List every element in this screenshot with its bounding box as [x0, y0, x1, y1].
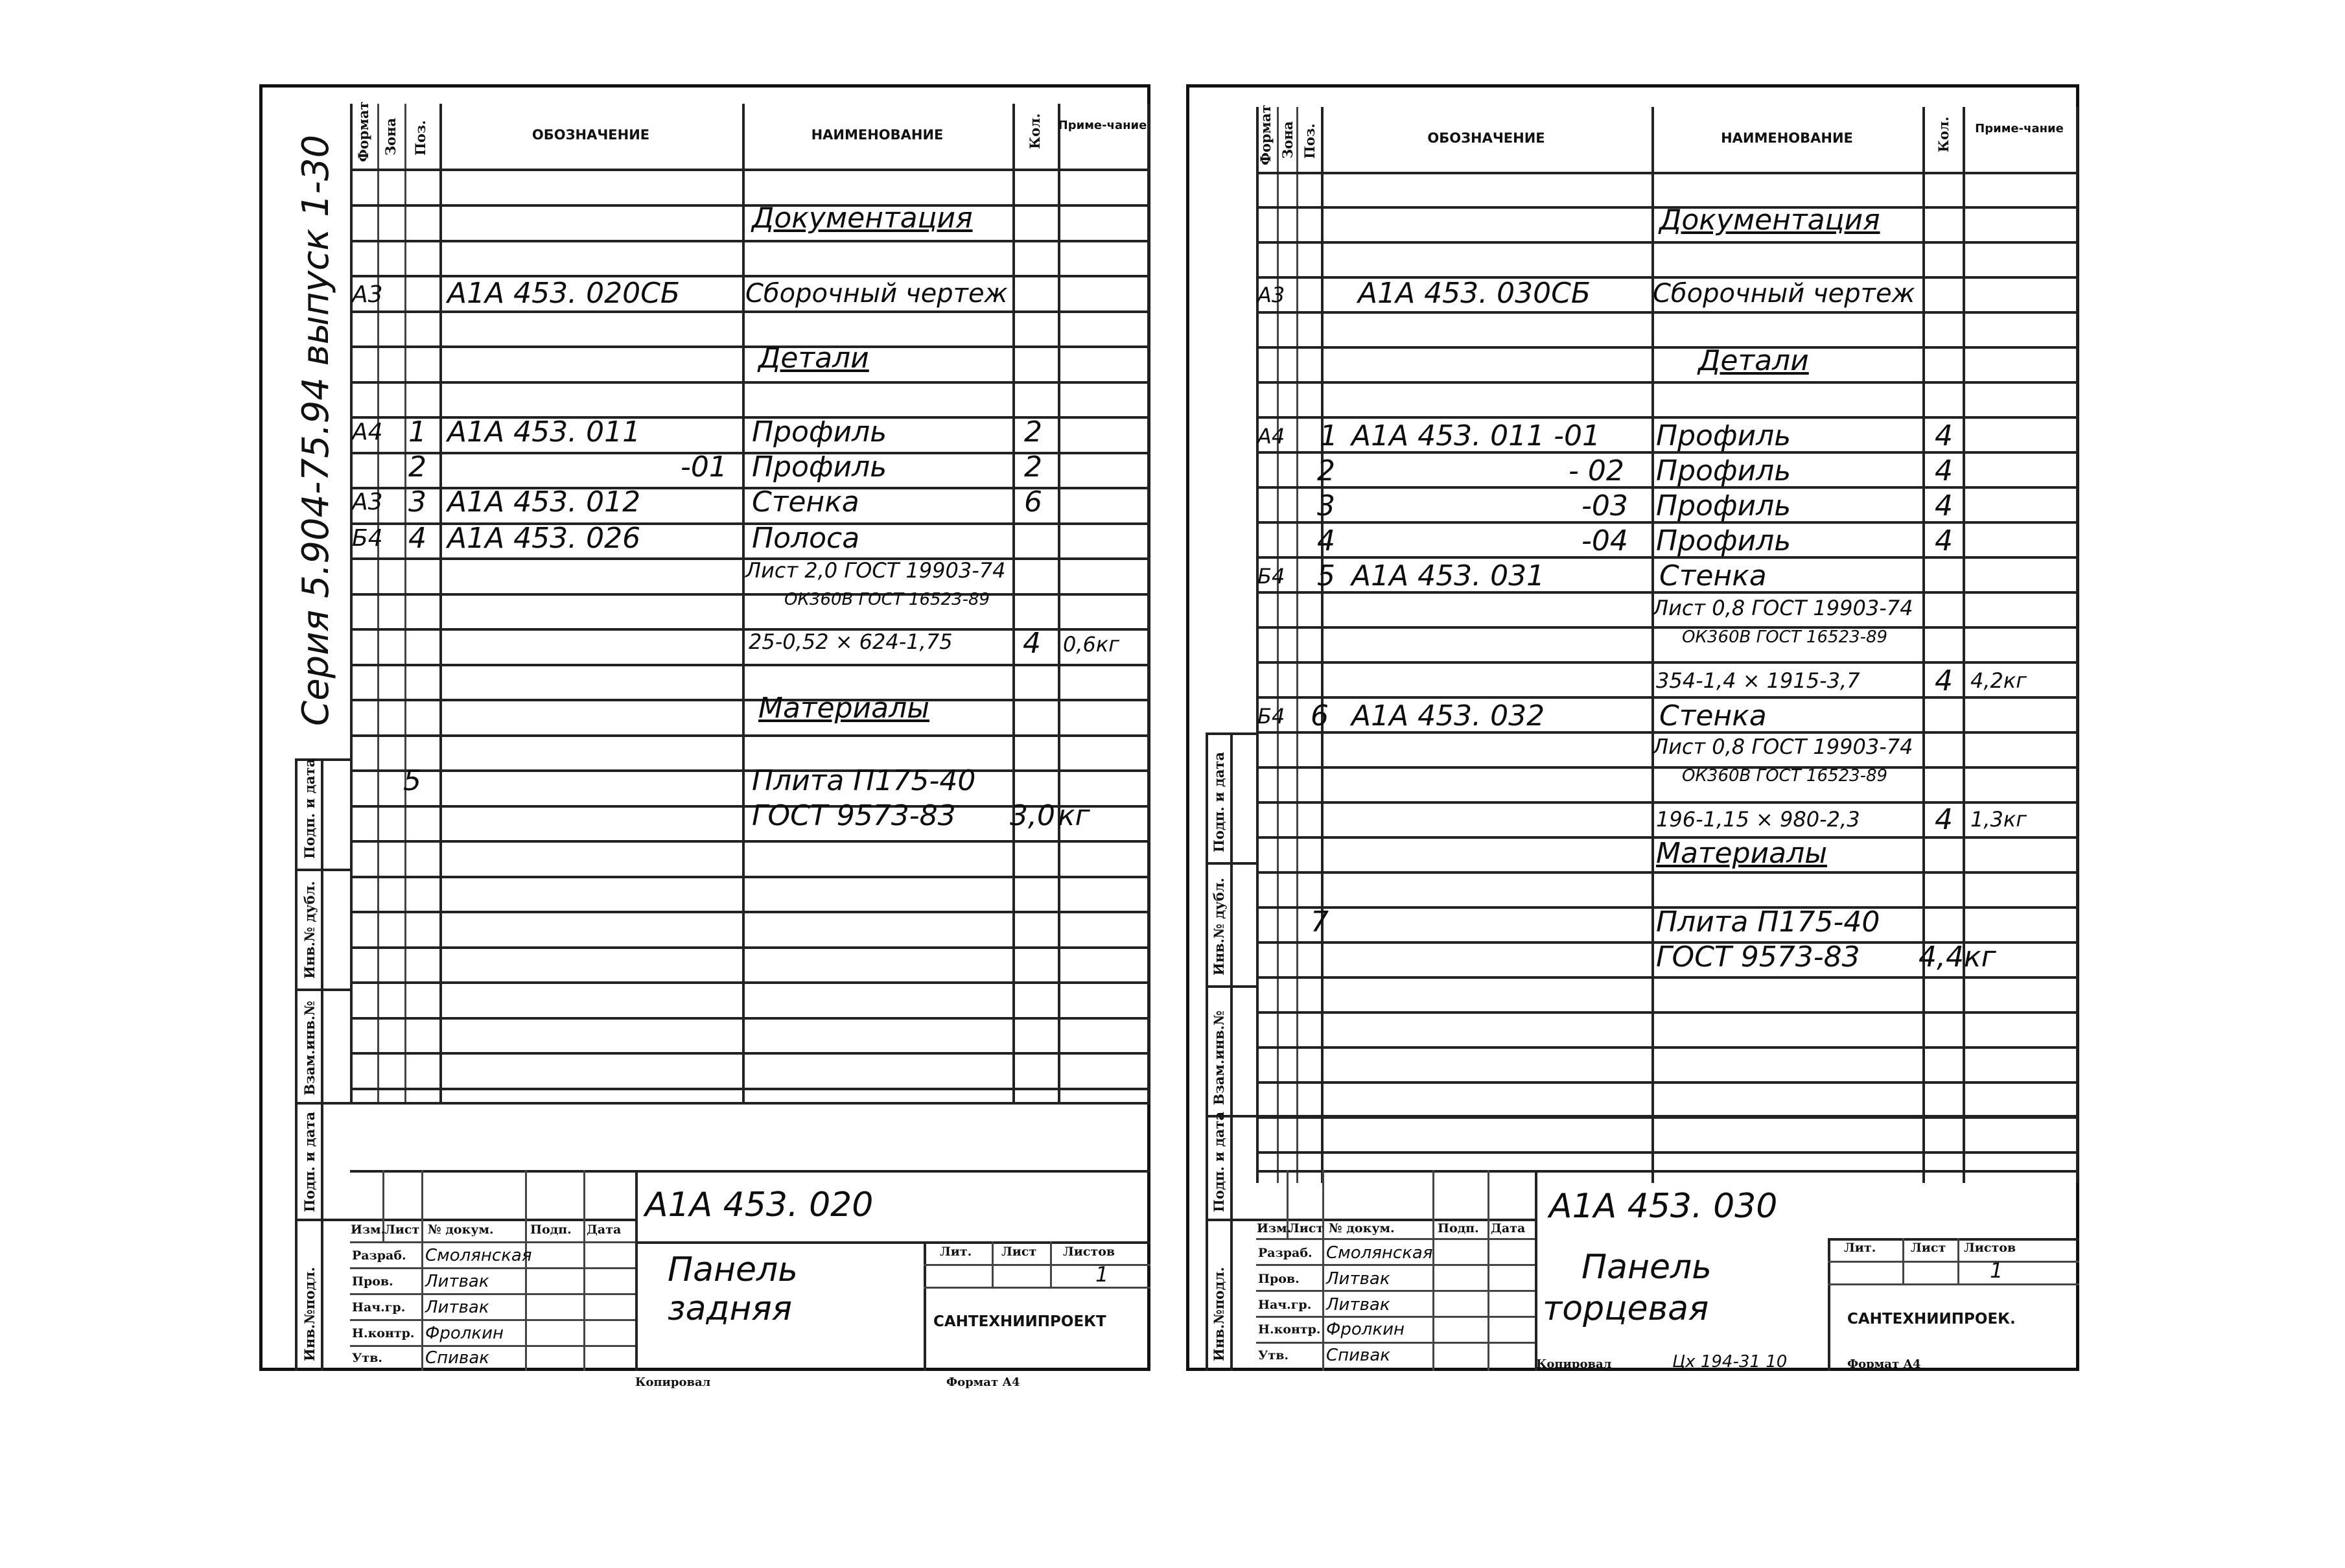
- right-sig-utv: Спивак: [1326, 1346, 1391, 1365]
- right-row-16-qty: 4,4: [1919, 941, 1964, 974]
- left-row-5-name: Профиль: [752, 451, 887, 484]
- right-title-line1: Панель: [1581, 1248, 1712, 1287]
- right-side-vzam-inv: Взам.инв.№: [1211, 1011, 1227, 1105]
- row-rule: [1256, 346, 2079, 349]
- right-row-15-name: Плита П175-40: [1656, 906, 1880, 939]
- right-row-10-note: 4,2кг: [1970, 668, 2027, 693]
- right-row-8-designation: А1А 453. 031: [1351, 559, 1545, 592]
- right-header-zone: Зона: [1279, 121, 1296, 159]
- right-row-11-pos: 6: [1311, 699, 1329, 732]
- left-row-12-qty: 3,0: [1010, 799, 1055, 832]
- left-row-7-fmt: Б4: [352, 525, 383, 552]
- left-row-6-qty: 6: [1024, 486, 1042, 519]
- header-format: Формат: [355, 101, 371, 162]
- right-row-7-designation: -04: [1581, 524, 1628, 557]
- row-rule: [350, 769, 1150, 772]
- row-rule: [1256, 976, 2079, 979]
- row-rule: [1256, 416, 2079, 419]
- row-rule: [350, 840, 1150, 843]
- left-row-4-pos: 1: [408, 415, 426, 449]
- right-row-5-designation: - 02: [1569, 454, 1624, 487]
- right-row-16-note: кг: [1964, 941, 1996, 974]
- left-row-4-fmt: А4: [352, 419, 383, 445]
- r-tb-list2: Лист: [1911, 1241, 1946, 1255]
- tb-list2: Лист: [1001, 1245, 1037, 1259]
- row-rule: [1256, 1151, 2079, 1154]
- side-inv-orig: Инв.№подл.: [301, 1267, 318, 1361]
- left-row-5-pos: 2: [408, 451, 426, 484]
- left-row-2-designation: А1А 453. 020СБ: [447, 277, 681, 310]
- tb-nach-gr: Нач.гр.: [352, 1300, 406, 1315]
- right-row-4-name: Профиль: [1656, 419, 1791, 452]
- row-rule: [350, 1088, 1150, 1090]
- left-row-5-designation: -01: [681, 451, 727, 484]
- right-row-16-name: ГОСТ 9573-83: [1656, 941, 1860, 974]
- right-side-sign-date: Подп. и дата: [1211, 752, 1227, 852]
- side-sign-date2: Подп. и дата: [301, 1112, 318, 1212]
- right-side-inv-dup: Инв.№ дубл.: [1211, 878, 1227, 976]
- right-title-line2: торцевая: [1543, 1289, 1709, 1328]
- right-row-7-pos: 4: [1317, 524, 1335, 557]
- right-sig-prov: Литвак: [1326, 1269, 1390, 1289]
- r-tb-doc-no: № докум.: [1329, 1221, 1395, 1235]
- left-row-10-name: Материалы: [758, 692, 929, 725]
- right-row-12-name2: ОК360В ГОСТ 16523-89: [1682, 766, 1888, 786]
- right-header-pos: Поз.: [1301, 123, 1318, 159]
- tb-date: Дата: [587, 1223, 622, 1237]
- header-zone: Зона: [382, 117, 399, 156]
- left-row-9-qty: 4: [1023, 627, 1041, 660]
- right-row-11-designation: А1А 453. 032: [1351, 699, 1545, 732]
- right-side-inv-orig: Инв.№подл.: [1211, 1267, 1227, 1361]
- left-sig-razrab: Смолянская: [425, 1246, 532, 1265]
- right-row-9-name2: ОК360В ГОСТ 16523-89: [1682, 627, 1888, 647]
- right-row-3-name: Детали: [1698, 344, 1809, 377]
- r-tb-sign: Подп.: [1438, 1221, 1479, 1235]
- tb-izm: Изм.: [351, 1223, 386, 1237]
- row-rule: [350, 946, 1150, 949]
- header-note: Приме-чание: [1058, 119, 1147, 132]
- left-footer-format: Формат А4: [946, 1375, 1020, 1389]
- r-tb-izm: Изм.: [1257, 1221, 1292, 1235]
- row-rule: [1256, 661, 2079, 664]
- right-row-6-name: Профиль: [1656, 489, 1791, 522]
- row-rule: [350, 664, 1150, 666]
- tb-razrab: Разраб.: [352, 1248, 406, 1263]
- left-org: САНТЕХНИИПРОЕКТ: [933, 1313, 1106, 1330]
- row-rule: [350, 876, 1150, 878]
- right-row-11-name: Стенка: [1659, 699, 1767, 732]
- tb-utv: Утв.: [352, 1351, 383, 1365]
- header-name: НАИМЕНОВАНИЕ: [811, 127, 944, 143]
- right-row-5-name: Профиль: [1656, 454, 1791, 487]
- tb-sign: Подп.: [530, 1223, 572, 1237]
- left-row-7-designation: А1А 453. 026: [447, 522, 641, 555]
- r-tb-date: Дата: [1491, 1221, 1526, 1235]
- row-rule: [1256, 626, 2079, 629]
- left-row-12-name: ГОСТ 9573-83: [752, 799, 956, 832]
- row-rule: [1256, 241, 2079, 244]
- right-row-1-name: Документация: [1659, 204, 1880, 237]
- row-rule: [350, 1052, 1150, 1055]
- right-row-4-qty: 4: [1935, 419, 1953, 452]
- tb-list: Лист: [384, 1223, 420, 1237]
- left-row-2-fmt: А3: [352, 281, 383, 308]
- series-label: Серия 5.904-75.94 выпуск 1-30: [295, 134, 337, 726]
- right-side-sign-date2: Подп. и дата: [1211, 1112, 1227, 1212]
- right-row-6-designation: -03: [1581, 489, 1628, 522]
- row-rule: [1256, 1081, 2079, 1084]
- right-row-2-designation: А1А 453. 030СБ: [1358, 277, 1591, 310]
- left-title-line2: задняя: [668, 1289, 793, 1328]
- left-row-8-name: Лист 2,0 ГОСТ 19903-74: [745, 558, 1006, 583]
- header-designation: ОБОЗНАЧЕНИЕ: [531, 127, 650, 143]
- right-row-2-fmt: А3: [1257, 283, 1285, 307]
- right-row-6-pos: 3: [1317, 489, 1335, 522]
- tb-doc-no: № докум.: [428, 1223, 494, 1237]
- right-row-10-name: 354-1,4 × 1915-3,7: [1656, 668, 1860, 693]
- left-row-6-fmt: А3: [352, 489, 383, 515]
- left-row-4-qty: 2: [1024, 415, 1042, 449]
- right-row-4-designation: А1А 453. 011 -01: [1351, 419, 1600, 452]
- left-row-7-pos: 4: [408, 522, 426, 555]
- right-header-note: Приме-чание: [1975, 122, 2064, 135]
- left-row-2-name: Сборочный чертеж: [745, 279, 1008, 309]
- right-sheet-count: 1: [1990, 1258, 2003, 1283]
- right-sig-n-kontr: Фролкин: [1326, 1320, 1405, 1339]
- right-row-15-pos: 7: [1311, 906, 1329, 939]
- left-row-9-note: 0,6кг: [1063, 632, 1120, 657]
- right-row-10-qty: 4: [1935, 664, 1953, 697]
- row-rule: [1256, 1011, 2079, 1014]
- right-row-6-qty: 4: [1935, 489, 1953, 522]
- left-sig-nach-gr: Литвак: [425, 1298, 489, 1317]
- left-row-4-name: Профиль: [752, 415, 887, 449]
- tb-n-kontr: Н.контр.: [352, 1326, 415, 1340]
- left-row-6-pos: 3: [408, 486, 426, 519]
- tb-prov: Пров.: [352, 1274, 393, 1289]
- right-row-4-pos: 1: [1320, 419, 1338, 452]
- side-inv-dup: Инв.№ дубл.: [301, 881, 318, 979]
- r-tb-prov: Пров.: [1258, 1272, 1300, 1286]
- right-row-9-name: Лист 0,8 ГОСТ 19903-74: [1653, 596, 1913, 620]
- right-header-format: Формат: [1257, 104, 1274, 165]
- left-row-12-note: кг: [1058, 799, 1090, 832]
- left-sig-utv: Спивак: [425, 1348, 490, 1368]
- row-rule: [350, 345, 1150, 348]
- left-sheet-count: 1: [1095, 1262, 1109, 1287]
- right-row-13-qty: 4: [1935, 803, 1953, 836]
- r-tb-n-kontr: Н.контр.: [1258, 1322, 1321, 1337]
- row-rule: [1256, 381, 2079, 384]
- row-rule: [350, 204, 1150, 207]
- left-row-3-name: Детали: [758, 342, 869, 375]
- left-sig-prov: Литвак: [425, 1272, 489, 1291]
- right-sig-nach-gr: Литвак: [1326, 1295, 1390, 1315]
- row-rule: [350, 699, 1150, 701]
- row-rule: [350, 734, 1150, 737]
- right-row-5-qty: 4: [1935, 454, 1953, 487]
- row-rule: [350, 911, 1150, 913]
- row-rule: [350, 310, 1150, 313]
- right-spec-table: [1256, 104, 2079, 1183]
- r-tb-lit: Лит.: [1844, 1241, 1876, 1255]
- right-row-5-pos: 2: [1317, 454, 1335, 487]
- left-spec-table: [350, 101, 1150, 1102]
- r-tb-nach-gr: Нач.гр.: [1258, 1298, 1312, 1312]
- header-qty: Кол.: [1027, 113, 1043, 149]
- row-rule: [350, 593, 1150, 596]
- right-row-7-qty: 4: [1935, 524, 1953, 557]
- left-row-6-designation: А1А 453. 012: [447, 486, 641, 519]
- right-row-13-name: 196-1,15 × 980-2,3: [1656, 807, 1860, 832]
- r-tb-razrab: Разраб.: [1258, 1246, 1312, 1260]
- r-tb-utv: Утв.: [1258, 1348, 1289, 1363]
- left-row-4-designation: А1А 453. 011: [447, 415, 641, 449]
- right-row-7-name: Профиль: [1656, 524, 1791, 557]
- left-sig-n-kontr: Фролкин: [425, 1324, 504, 1343]
- left-doc-code: А1А 453. 020: [645, 1186, 874, 1224]
- right-footer-format: Формат А4: [1847, 1357, 1921, 1371]
- tb-listov: Листов: [1063, 1245, 1115, 1259]
- row-rule: [1256, 1046, 2079, 1049]
- header-pos: Поз.: [412, 120, 428, 156]
- right-doc-code: А1А 453. 030: [1549, 1187, 1778, 1226]
- left-row-8-name2: ОК360В ГОСТ 16523-89: [784, 590, 990, 609]
- row-rule: [1256, 801, 2079, 804]
- right-row-12-name: Лист 0,8 ГОСТ 19903-74: [1653, 734, 1913, 759]
- row-rule: [350, 1017, 1150, 1020]
- right-row-8-pos: 5: [1317, 559, 1335, 592]
- row-rule: [350, 240, 1150, 242]
- left-row-1-name: Документация: [752, 202, 973, 235]
- right-row-11-fmt: Б4: [1257, 704, 1285, 729]
- left-row-11-name: Плита П175-40: [752, 764, 976, 797]
- tb-lit: Лит.: [940, 1245, 972, 1259]
- right-footer-kopir: Копировал: [1536, 1357, 1612, 1371]
- right-row-8-name: Стенка: [1659, 559, 1767, 592]
- r-tb-list: Лист: [1289, 1221, 1324, 1235]
- row-rule: [1256, 766, 2079, 769]
- right-header-qty: Кол.: [1935, 116, 1952, 152]
- right-row-13-note: 1,3кг: [1970, 807, 2027, 832]
- left-footer-kopir: Копировал: [635, 1375, 711, 1389]
- left-row-11-pos: 5: [403, 764, 421, 797]
- right-footer-order: Цх 194-31 10: [1672, 1352, 1788, 1372]
- left-row-6-name: Стенка: [752, 486, 859, 519]
- right-org: САНТЕХНИИПРОЕК.: [1847, 1311, 2016, 1328]
- right-row-2-name: Сборочный чертеж: [1653, 279, 1915, 309]
- right-sig-razrab: Смолянская: [1326, 1243, 1433, 1263]
- right-row-4-fmt: А4: [1257, 424, 1285, 449]
- right-header-name: НАИМЕНОВАНИЕ: [1721, 130, 1853, 146]
- row-rule: [1256, 696, 2079, 699]
- right-row-14-name: Материалы: [1656, 837, 1827, 870]
- left-row-5-qty: 2: [1024, 451, 1042, 484]
- left-row-7-name: Полоса: [752, 522, 860, 555]
- row-rule: [1256, 871, 2079, 874]
- left-row-9-name: 25-0,52 × 624-1,75: [749, 629, 953, 654]
- row-rule: [350, 381, 1150, 384]
- right-header-designation: ОБОЗНАЧЕНИЕ: [1427, 130, 1545, 146]
- row-rule: [350, 981, 1150, 984]
- row-rule: [1256, 311, 2079, 314]
- side-sign-date: Подп. и дата: [301, 758, 318, 859]
- r-tb-listov: Листов: [1964, 1241, 2016, 1255]
- left-title-line1: Панель: [668, 1250, 798, 1289]
- side-vzam-inv: Взам.инв.№: [301, 1001, 318, 1095]
- right-row-8-fmt: Б4: [1257, 564, 1285, 589]
